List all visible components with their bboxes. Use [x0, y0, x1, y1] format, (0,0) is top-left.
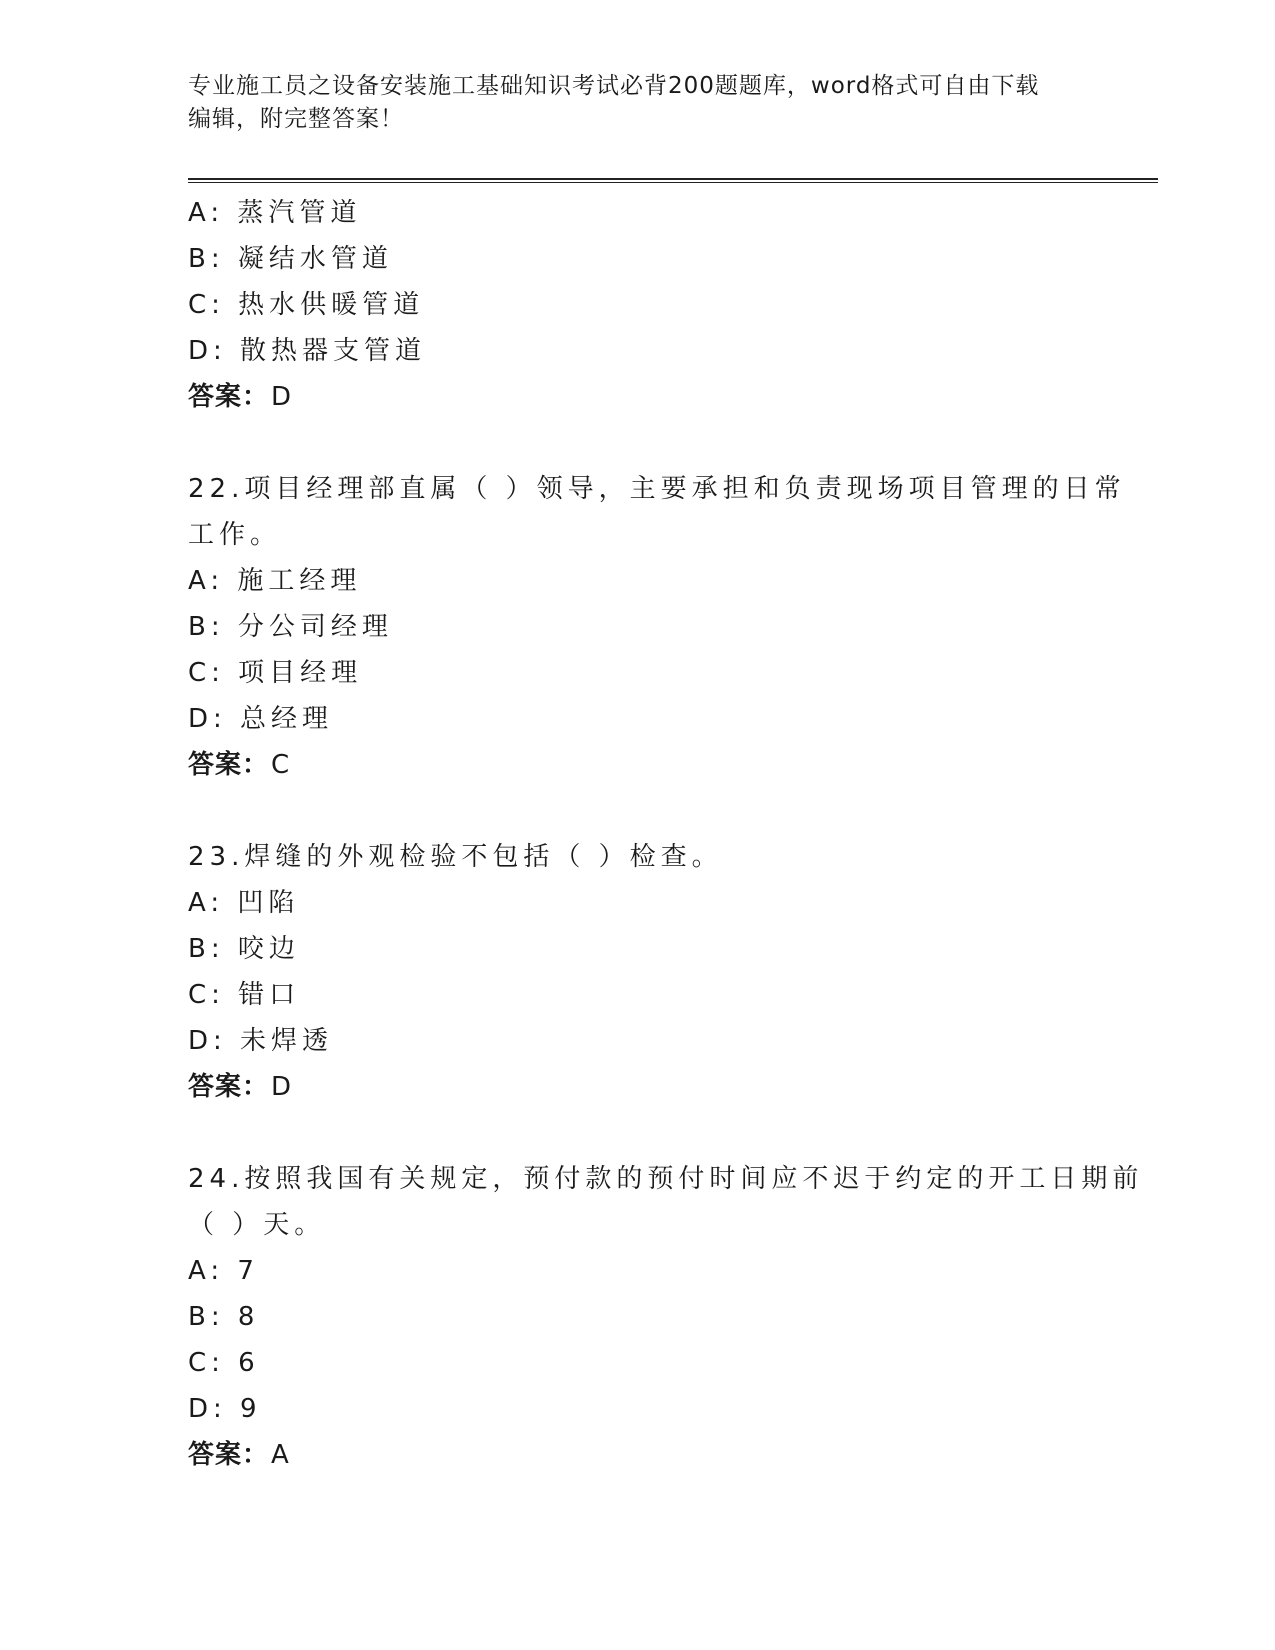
option-d: D: 9: [188, 1394, 262, 1424]
option-c: C: 错口: [188, 980, 301, 1010]
question-21: [188, 190, 1088, 420]
answer-line: [188, 1064, 1088, 1110]
option-a: A: 施工经理: [188, 566, 362, 596]
option-c: C: 热水供暖管道: [188, 290, 425, 320]
header-divider: [188, 178, 1158, 183]
option-c: C: 项目经理: [188, 658, 363, 688]
question-22: [188, 466, 1126, 788]
option-a: A: 蒸汽管道: [188, 198, 362, 228]
spacer: [188, 1110, 1088, 1156]
question-stem: 22.项目经理部直属（ ）领导，主要承担和负责现场项目管理的日常: [188, 474, 1126, 504]
document-header: [188, 70, 1088, 136]
spacer: [188, 420, 1088, 466]
option-b: B: 8: [188, 1302, 260, 1332]
answer-line: [188, 1432, 1088, 1478]
question-24: [188, 1156, 1144, 1478]
spacer: [188, 788, 1088, 834]
option-a: A: 7: [188, 1256, 259, 1286]
question-stem-cont: （ ）天。: [188, 1210, 326, 1240]
answer-value: C: [271, 750, 291, 780]
answer-value: A: [271, 1440, 290, 1470]
question-list: [188, 190, 1144, 1478]
answer-label: 答案：: [188, 382, 270, 412]
question-stem: 24.按照我国有关规定，预付款的预付时间应不迟于约定的开工日期前: [188, 1164, 1144, 1194]
answer-value: D: [271, 382, 293, 412]
answer-line: [188, 742, 1088, 788]
option-b: B: 凝结水管道: [188, 244, 393, 274]
option-d: D: 总经理: [188, 704, 334, 734]
answer-value: D: [271, 1072, 293, 1102]
option-d: D: 散热器支管道: [188, 336, 427, 366]
option-c: C: 6: [188, 1348, 260, 1378]
header-line-1: 专业施工员之设备安装施工基础知识考试必背200题题库，word格式可自由下载: [188, 73, 1040, 99]
question-stem: 23.焊缝的外观检验不包括（ ）检查。: [188, 842, 723, 872]
answer-label: 答案：: [188, 1440, 270, 1470]
answer-line: [188, 374, 1088, 420]
answer-label: 答案：: [188, 750, 270, 780]
question-stem-cont: 工作。: [188, 520, 282, 550]
answer-label: 答案：: [188, 1072, 270, 1102]
option-a: A: 凹陷: [188, 888, 300, 918]
header-line-2: 编辑，附完整答案！: [188, 106, 404, 132]
question-23: [188, 834, 1088, 1110]
option-b: B: 咬边: [188, 934, 300, 964]
option-d: D: 未焊透: [188, 1026, 334, 1056]
option-b: B: 分公司经理: [188, 612, 393, 642]
